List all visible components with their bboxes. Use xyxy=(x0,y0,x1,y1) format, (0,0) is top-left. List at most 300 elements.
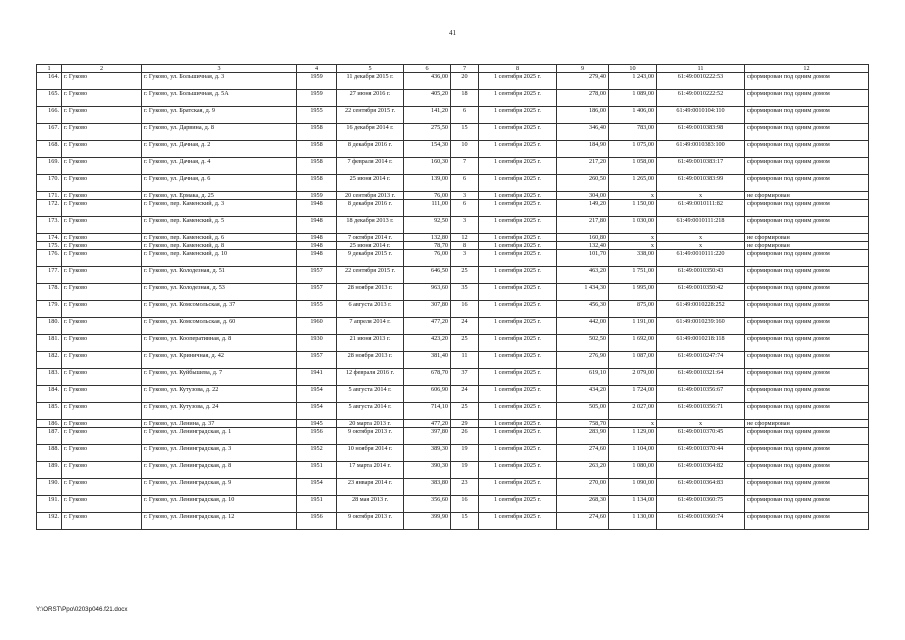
table-cell: 28 ноября 2013 г. xyxy=(337,284,404,301)
table-cell: 3 xyxy=(451,192,479,200)
table-cell: 217,80 xyxy=(557,217,609,234)
table-cell: 1 сентября 2025 г. xyxy=(479,217,557,234)
table-cell: г. Гуково xyxy=(62,420,142,428)
column-number-cell: 8 xyxy=(479,65,557,73)
table-cell: 1941 xyxy=(297,369,337,386)
column-number-cell: 6 xyxy=(404,65,451,73)
table-row xyxy=(37,73,869,90)
table-cell: 274,60 xyxy=(557,513,609,530)
table-cell: 37 xyxy=(451,369,479,386)
table-cell: сформирован под одним домом xyxy=(745,200,869,217)
table-cell: 61:49:0010360:75 xyxy=(657,496,745,513)
table-cell: г. Гуково xyxy=(62,90,142,107)
table-cell: 1954 xyxy=(297,479,337,496)
table-cell: 20 xyxy=(451,73,479,90)
table-cell: 8 декабря 2016 г. xyxy=(337,141,404,158)
table-cell: x xyxy=(609,242,657,250)
table-cell: 182. xyxy=(37,352,62,369)
table-cell: 1951 xyxy=(297,496,337,513)
table-cell: г. Гуково, ул. Большичная, д. 3 xyxy=(142,73,297,90)
table-row xyxy=(37,250,869,267)
table-cell: 15 xyxy=(451,513,479,530)
table-cell: 27 июня 2016 г. xyxy=(337,90,404,107)
table-cell: 19 xyxy=(451,462,479,479)
table-cell: 1948 xyxy=(297,242,337,250)
table-cell: 24 xyxy=(451,386,479,403)
table-row xyxy=(37,200,869,217)
table-row xyxy=(37,284,869,301)
table-cell: 154,30 xyxy=(404,141,451,158)
table-cell: 758,70 xyxy=(557,420,609,428)
table-cell: сформирован под одним домом xyxy=(745,124,869,141)
table-row xyxy=(37,124,869,141)
table-cell: 1 090,00 xyxy=(609,479,657,496)
table-cell: 178. xyxy=(37,284,62,301)
table-cell: 442,00 xyxy=(557,318,609,335)
table-cell: 173. xyxy=(37,217,62,234)
table-cell: 1956 xyxy=(297,513,337,530)
table-cell: 217,20 xyxy=(557,158,609,175)
table-row xyxy=(37,242,869,250)
table-cell: сформирован под одним домом xyxy=(745,250,869,267)
table-cell: 170. xyxy=(37,175,62,192)
table-cell: 260,50 xyxy=(557,175,609,192)
table-cell: 1958 xyxy=(297,124,337,141)
table-row xyxy=(37,267,869,284)
table-cell: сформирован под одним домом xyxy=(745,445,869,462)
column-number-cell: 4 xyxy=(297,65,337,73)
table-cell: 1 сентября 2025 г. xyxy=(479,352,557,369)
table-cell: 76,00 xyxy=(404,192,451,200)
table-cell: 61:49:0010356:71 xyxy=(657,403,745,420)
table-cell: 346,40 xyxy=(557,124,609,141)
table-cell: 78,70 xyxy=(404,242,451,250)
table-cell: г. Гуково, ул. Кутузова, д. 22 xyxy=(142,386,297,403)
table-cell: 7 xyxy=(451,158,479,175)
table-cell: г. Гуково, ул. Кутузова, д. 24 xyxy=(142,403,297,420)
table-cell: 175. xyxy=(37,242,62,250)
table-cell: 397,80 xyxy=(404,428,451,445)
table-cell: 1 сентября 2025 г. xyxy=(479,267,557,284)
table-cell: 19 xyxy=(451,445,479,462)
table-cell: 274,60 xyxy=(557,445,609,462)
table-body xyxy=(37,73,869,530)
table-row xyxy=(37,352,869,369)
table-cell: 22 сентября 2015 г. xyxy=(337,107,404,124)
table-cell: 1 995,00 xyxy=(609,284,657,301)
table-cell: 477,20 xyxy=(404,420,451,428)
table-cell: 61:49:0010321:64 xyxy=(657,369,745,386)
table-cell: сформирован под одним домом xyxy=(745,369,869,386)
table-cell: сформирован под одним домом xyxy=(745,352,869,369)
table-cell: 61:49:0010104:110 xyxy=(657,107,745,124)
table-cell: 1959 xyxy=(297,192,337,200)
table-cell: 1955 xyxy=(297,301,337,318)
table-cell: г. Гуково, ул. Ленинградская, д. 3 xyxy=(142,445,297,462)
table-cell: г. Гуково, ул. Ермака, д. 25 xyxy=(142,192,297,200)
table-row xyxy=(37,90,869,107)
table-cell: 283,90 xyxy=(557,428,609,445)
table-cell: г. Гуково, пер. Каменский, д. 10 xyxy=(142,250,297,267)
table-cell: x xyxy=(609,420,657,428)
table-cell: г. Гуково xyxy=(62,175,142,192)
table-cell: 1951 xyxy=(297,462,337,479)
table-cell: 3 xyxy=(451,217,479,234)
table-cell: г. Гуково, пер. Каменский, д. 5 xyxy=(142,217,297,234)
table-cell: 1948 xyxy=(297,250,337,267)
table-cell: сформирован под одним домом xyxy=(745,496,869,513)
table-cell: г. Гуково xyxy=(62,242,142,250)
table-cell: x xyxy=(609,234,657,242)
table-cell: г. Гуково xyxy=(62,513,142,530)
table-cell: 1 сентября 2025 г. xyxy=(479,403,557,420)
table-cell: 268,30 xyxy=(557,496,609,513)
table-cell: сформирован под одним домом xyxy=(745,141,869,158)
table-cell: г. Гуково, ул. Куйбышева, д. 7 xyxy=(142,369,297,386)
table-cell: г. Гуково xyxy=(62,386,142,403)
table-cell: г. Гуково xyxy=(62,250,142,267)
table-cell: 1 058,00 xyxy=(609,158,657,175)
table-cell: 185. xyxy=(37,403,62,420)
table-cell: 1 406,00 xyxy=(609,107,657,124)
table-cell: 192. xyxy=(37,513,62,530)
housing-register-table xyxy=(36,64,869,530)
table-cell: 1 030,00 xyxy=(609,217,657,234)
table-cell: 1930 xyxy=(297,335,337,352)
table-cell: 26 xyxy=(451,428,479,445)
table-cell: не сформирован xyxy=(745,242,869,250)
table-cell: 10 xyxy=(451,141,479,158)
table-cell: 149,20 xyxy=(557,200,609,217)
table-cell: 6 xyxy=(451,107,479,124)
table-cell: 1 075,00 xyxy=(609,141,657,158)
table-cell: 1 сентября 2025 г. xyxy=(479,107,557,124)
table-cell: 61:49:0010383:17 xyxy=(657,158,745,175)
file-path-footer: Y:\ORST\Ppo\0203p046.f21.docx xyxy=(36,606,128,613)
table-cell: 61:49:0010350:43 xyxy=(657,267,745,284)
table-cell: 263,20 xyxy=(557,462,609,479)
table-cell: 1 сентября 2025 г. xyxy=(479,462,557,479)
table-cell: 1956 xyxy=(297,428,337,445)
table-cell: 399,90 xyxy=(404,513,451,530)
table-cell: 1957 xyxy=(297,352,337,369)
table-cell: 61:49:0010356:67 xyxy=(657,386,745,403)
table-cell: 101,70 xyxy=(557,250,609,267)
table-row xyxy=(37,496,869,513)
table-row xyxy=(37,158,869,175)
table-cell: 1 сентября 2025 г. xyxy=(479,428,557,445)
table-cell: 1 751,00 xyxy=(609,267,657,284)
table-cell: 76,00 xyxy=(404,250,451,267)
table-cell: 1948 xyxy=(297,234,337,242)
table-cell: 61:49:0010222:53 xyxy=(657,73,745,90)
table-cell: 1 сентября 2025 г. xyxy=(479,496,557,513)
table-cell: 1 724,00 xyxy=(609,386,657,403)
table-cell: г. Гуково, пер. Каменский, д. 3 xyxy=(142,200,297,217)
table-cell: 191. xyxy=(37,496,62,513)
column-number-cell: 11 xyxy=(657,65,745,73)
table-cell: 381,40 xyxy=(404,352,451,369)
column-number-cell: 9 xyxy=(557,65,609,73)
table-cell: 1957 xyxy=(297,267,337,284)
table-cell: 15 xyxy=(451,124,479,141)
table-cell: г. Гуково xyxy=(62,318,142,335)
table-cell: 61:49:0010364:83 xyxy=(657,479,745,496)
table-cell: 1 089,00 xyxy=(609,90,657,107)
table-cell: 1 129,00 xyxy=(609,428,657,445)
table-cell: 1 сентября 2025 г. xyxy=(479,73,557,90)
table-cell: г. Гуково xyxy=(62,335,142,352)
table-cell: 61:49:0010111:220 xyxy=(657,250,745,267)
table-cell: 160,80 xyxy=(557,234,609,242)
table-cell: 276,90 xyxy=(557,352,609,369)
table-cell: 1958 xyxy=(297,158,337,175)
table-cell: 1 сентября 2025 г. xyxy=(479,386,557,403)
table-cell: г. Гуково, пер. Каменский, д. 8 xyxy=(142,242,297,250)
table-cell: 186. xyxy=(37,420,62,428)
table-cell: 619,10 xyxy=(557,369,609,386)
table-cell: г. Гуково, ул. Ленинградская, д. 8 xyxy=(142,462,297,479)
table-cell: сформирован под одним домом xyxy=(745,284,869,301)
table-cell: 166. xyxy=(37,107,62,124)
table-cell: г. Гуково, ул. Дачная, д. 6 xyxy=(142,175,297,192)
table-cell: 61:49:0010247:74 xyxy=(657,352,745,369)
table-cell: 61:49:0010383:100 xyxy=(657,141,745,158)
table-cell: г. Гуково xyxy=(62,267,142,284)
table-cell: г. Гуково, ул. Дачная, д. 4 xyxy=(142,158,297,175)
table-cell: 356,60 xyxy=(404,496,451,513)
table-cell: г. Гуково xyxy=(62,496,142,513)
table-cell: 8 декабря 2016 г. xyxy=(337,200,404,217)
table-cell: 184. xyxy=(37,386,62,403)
table-cell: 139,00 xyxy=(404,175,451,192)
table-cell: г. Гуково, ул. Криничная, д. 42 xyxy=(142,352,297,369)
table-cell: 8 xyxy=(451,242,479,250)
column-number-cell: 7 xyxy=(451,65,479,73)
table-cell: г. Гуково, ул. Дачная, д. 2 xyxy=(142,141,297,158)
table-cell: 1959 xyxy=(297,73,337,90)
table-cell: 338,00 xyxy=(609,250,657,267)
table-cell: 606,90 xyxy=(404,386,451,403)
table-cell: сформирован под одним домом xyxy=(745,403,869,420)
table-cell: г. Гуково xyxy=(62,445,142,462)
table-cell: 169. xyxy=(37,158,62,175)
table-cell: 61:49:0010383:99 xyxy=(657,175,745,192)
table-cell: г. Гуково, ул. Братская, д. 9 xyxy=(142,107,297,124)
table-cell: 61:49:0010228:252 xyxy=(657,301,745,318)
table-cell: 174. xyxy=(37,234,62,242)
table-row xyxy=(37,428,869,445)
table-cell: 7 октября 2014 г. xyxy=(337,234,404,242)
table-cell: 25 июня 2014 г. xyxy=(337,175,404,192)
table-cell: г. Гуково xyxy=(62,73,142,90)
table-cell: г. Гуково xyxy=(62,200,142,217)
table-cell: 20 марта 2013 г. xyxy=(337,420,404,428)
table-cell: 1 130,00 xyxy=(609,513,657,530)
table-cell: 5 августа 2014 г. xyxy=(337,386,404,403)
table-row xyxy=(37,445,869,462)
table-cell: 16 декабря 2014 г. xyxy=(337,124,404,141)
table-cell: 111,00 xyxy=(404,200,451,217)
table-cell: 1 692,00 xyxy=(609,335,657,352)
table-cell: сформирован под одним домом xyxy=(745,73,869,90)
column-number-cell: 12 xyxy=(745,65,869,73)
table-cell: 92,50 xyxy=(404,217,451,234)
page-number: 41 xyxy=(449,29,456,37)
table-cell: 190. xyxy=(37,479,62,496)
table-row xyxy=(37,513,869,530)
table-cell: г. Гуково xyxy=(62,352,142,369)
table-cell: 35 xyxy=(451,284,479,301)
table-cell: 1 сентября 2025 г. xyxy=(479,301,557,318)
table-cell: 1 191,00 xyxy=(609,318,657,335)
table-cell: г. Гуково xyxy=(62,141,142,158)
table-row xyxy=(37,192,869,200)
table-row xyxy=(37,301,869,318)
column-number-cell: 2 xyxy=(62,65,142,73)
table-cell: 505,00 xyxy=(557,403,609,420)
table-cell: 141,20 xyxy=(404,107,451,124)
table-cell: 12 февраля 2016 г. xyxy=(337,369,404,386)
table-cell: 1 сентября 2025 г. xyxy=(479,318,557,335)
column-number-cell: 10 xyxy=(609,65,657,73)
table-cell: не сформирован xyxy=(745,234,869,242)
table-cell: 1 сентября 2025 г. xyxy=(479,141,557,158)
table-cell: 646,50 xyxy=(404,267,451,284)
table-cell: 61:49:0010111:218 xyxy=(657,217,745,234)
table-cell: г. Гуково xyxy=(62,403,142,420)
table-cell: сформирован под одним домом xyxy=(745,158,869,175)
table-cell: 1 104,00 xyxy=(609,445,657,462)
table-cell: г. Гуково, ул. Большичная, д. 5А xyxy=(142,90,297,107)
table-cell: 502,50 xyxy=(557,335,609,352)
table-cell: 177. xyxy=(37,267,62,284)
table-cell: 434,20 xyxy=(557,386,609,403)
table-cell: г. Гуково xyxy=(62,428,142,445)
table-cell: 1 сентября 2025 г. xyxy=(479,242,557,250)
table-cell: сформирован под одним домом xyxy=(745,175,869,192)
table-row xyxy=(37,217,869,234)
table-cell: 1 434,30 xyxy=(557,284,609,301)
table-cell: 307,80 xyxy=(404,301,451,318)
table-cell: г. Гуково, ул. Ленинградская, д. 9 xyxy=(142,479,297,496)
table-cell: 187. xyxy=(37,428,62,445)
table-cell: 1 сентября 2025 г. xyxy=(479,445,557,462)
table-cell: 11 xyxy=(451,352,479,369)
table-cell: г. Гуково xyxy=(62,217,142,234)
table-cell: 165. xyxy=(37,90,62,107)
table-cell: 11 декабря 2015 г. xyxy=(337,73,404,90)
table-cell: 61:49:0010370:44 xyxy=(657,445,745,462)
table-cell: 16 xyxy=(451,301,479,318)
table-cell: 3 xyxy=(451,250,479,267)
table-cell: 783,00 xyxy=(609,124,657,141)
table-cell: 179. xyxy=(37,301,62,318)
table-cell: 171. xyxy=(37,192,62,200)
table-cell: 132,80 xyxy=(404,234,451,242)
table-cell: г. Гуково, ул. Ленинградская, д. 10 xyxy=(142,496,297,513)
table-cell: 28 мая 2013 г. xyxy=(337,496,404,513)
table-cell: 1 сентября 2025 г. xyxy=(479,513,557,530)
table-row xyxy=(37,403,869,420)
table-cell: 1 сентября 2025 г. xyxy=(479,284,557,301)
table-cell: 18 декабря 2013 г. xyxy=(337,217,404,234)
table-cell: 29 xyxy=(451,420,479,428)
table-cell: 1 сентября 2025 г. xyxy=(479,420,557,428)
table-cell: г. Гуково xyxy=(62,124,142,141)
table-cell: 181. xyxy=(37,335,62,352)
table-cell: 188. xyxy=(37,445,62,462)
table-cell: 61:49:0010350:42 xyxy=(657,284,745,301)
table-cell: г. Гуково xyxy=(62,369,142,386)
table-cell: 189. xyxy=(37,462,62,479)
table-cell: сформирован под одним домом xyxy=(745,428,869,445)
table-cell: 61:49:0010360:74 xyxy=(657,513,745,530)
table-cell: 405,20 xyxy=(404,90,451,107)
table-cell: г. Гуково xyxy=(62,234,142,242)
table-cell: 186,00 xyxy=(557,107,609,124)
table-cell: x xyxy=(657,420,745,428)
table-cell: 278,00 xyxy=(557,90,609,107)
table-cell: 6 xyxy=(451,200,479,217)
table-cell: сформирован под одним домом xyxy=(745,386,869,403)
table-cell: 875,00 xyxy=(609,301,657,318)
table-row xyxy=(37,335,869,352)
table-cell: 61:49:0010364:82 xyxy=(657,462,745,479)
table-cell: 172. xyxy=(37,200,62,217)
table-cell: 61:49:0010218:118 xyxy=(657,335,745,352)
table-cell: 18 xyxy=(451,90,479,107)
table-cell: г. Гуково, ул. Дарвина, д. 8 xyxy=(142,124,297,141)
table-cell: 1955 xyxy=(297,107,337,124)
table-row xyxy=(37,175,869,192)
table-cell: 1948 xyxy=(297,217,337,234)
table-cell: г. Гуково xyxy=(62,479,142,496)
table-cell: 25 xyxy=(451,403,479,420)
table-cell: 463,20 xyxy=(557,267,609,284)
table-cell: 1 сентября 2025 г. xyxy=(479,124,557,141)
table-cell: 16 xyxy=(451,496,479,513)
table-cell: x xyxy=(609,192,657,200)
table-row xyxy=(37,107,869,124)
table-cell: 180. xyxy=(37,318,62,335)
table-cell: 61:49:0010370:45 xyxy=(657,428,745,445)
table-cell: 1958 xyxy=(297,175,337,192)
table-cell: не сформирован xyxy=(745,420,869,428)
table-cell: 22 сентября 2015 г. xyxy=(337,267,404,284)
table-cell: 25 xyxy=(451,267,479,284)
table-cell: x xyxy=(657,192,745,200)
table-cell: г. Гуково, ул. Ленина, д. 37 xyxy=(142,420,297,428)
table-cell: сформирован под одним домом xyxy=(745,107,869,124)
table-cell: 1954 xyxy=(297,403,337,420)
table-cell: 17 марта 2014 г. xyxy=(337,462,404,479)
table-cell: 23 xyxy=(451,479,479,496)
table-cell: 1 243,00 xyxy=(609,73,657,90)
table-cell: 436,00 xyxy=(404,73,451,90)
table-cell: 7 апреля 2014 г. xyxy=(337,318,404,335)
table-cell: сформирован под одним домом xyxy=(745,318,869,335)
table-cell: сформирован под одним домом xyxy=(745,462,869,479)
table-cell: 176. xyxy=(37,250,62,267)
table-row xyxy=(37,141,869,158)
table-cell: 1 сентября 2025 г. xyxy=(479,369,557,386)
table-cell: 1948 xyxy=(297,200,337,217)
table-cell: г. Гуково, ул. Колодезная, д. 53 xyxy=(142,284,297,301)
table-cell: 6 августа 2013 г. xyxy=(337,301,404,318)
table-cell: 2 027,00 xyxy=(609,403,657,420)
table-cell: сформирован под одним домом xyxy=(745,479,869,496)
